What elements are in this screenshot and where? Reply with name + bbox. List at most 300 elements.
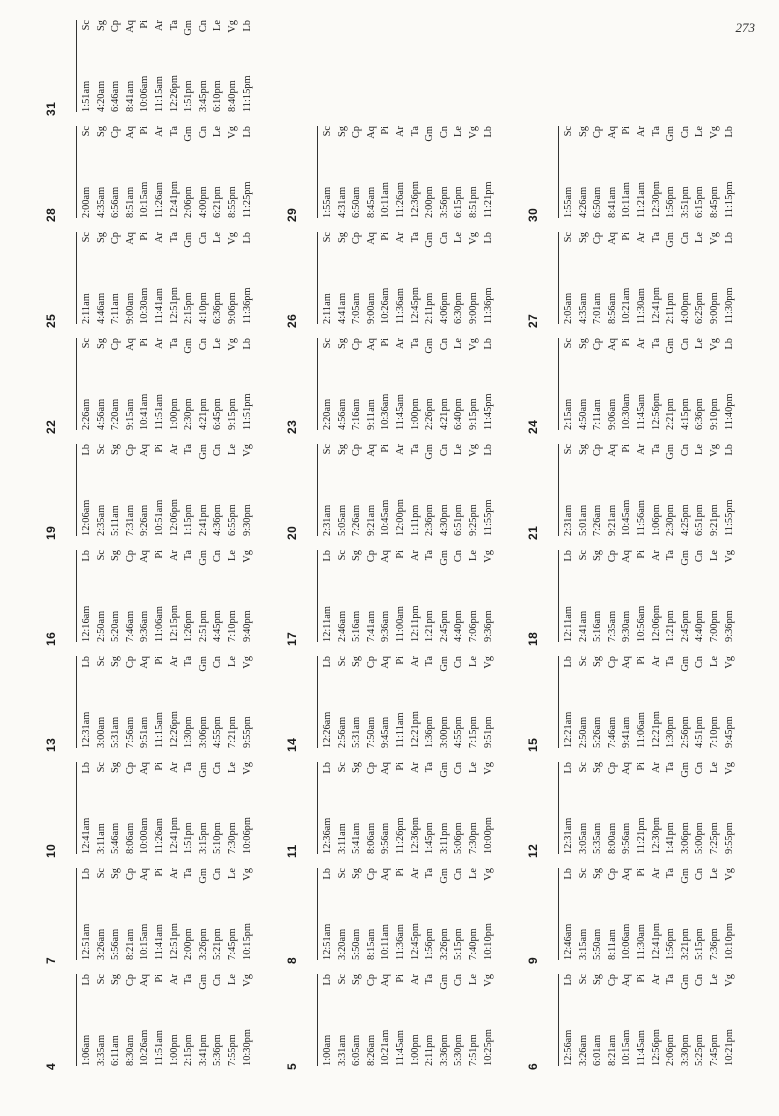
entry-time: 11:30pm xyxy=(723,287,735,324)
entry-time: 10:56am xyxy=(635,605,647,642)
entry-time: 3:26am xyxy=(95,928,107,960)
entry-sign: Cp xyxy=(365,550,377,563)
entry-time: 9:10pm xyxy=(708,398,720,430)
entry-sign: Sc xyxy=(336,974,348,985)
entry-sign: Sc xyxy=(336,550,348,561)
entry-sign: Aq xyxy=(139,550,151,563)
entry-sign: Pi xyxy=(394,974,406,983)
entry-row xyxy=(138,550,153,642)
entry-time: 12:30pm xyxy=(650,817,662,854)
day-number: 5 xyxy=(285,1062,299,1070)
entry-row xyxy=(241,550,256,642)
day-number: 28 xyxy=(44,207,58,222)
entry-row xyxy=(168,656,183,748)
entry-time: 2:15pm xyxy=(183,1034,195,1066)
entry-time: 5:50am xyxy=(592,928,604,960)
entry-time: 7:55pm xyxy=(226,1034,238,1066)
entry-row xyxy=(211,444,226,536)
entry-sign: Sg xyxy=(592,974,604,985)
entry-row xyxy=(679,232,694,324)
day-number: 27 xyxy=(526,313,540,328)
entry-time: 12:11am xyxy=(563,606,574,642)
entry-row xyxy=(708,444,723,536)
day-block xyxy=(40,118,281,224)
entry-sign: Cn xyxy=(453,868,465,881)
entry-time: 9:55pm xyxy=(241,716,253,748)
entry-row xyxy=(708,762,723,854)
entry-sign: Sc xyxy=(322,444,333,455)
entry-sign: Gm xyxy=(438,974,450,990)
entry-sign: Lb xyxy=(81,444,92,456)
entry-row xyxy=(226,126,241,218)
entry-row xyxy=(577,868,592,960)
entry-row xyxy=(423,126,438,218)
entry-time: 5:36pm xyxy=(212,1034,224,1066)
entry-row xyxy=(423,762,438,854)
entry-row xyxy=(606,126,621,218)
entry-time: 2:50am xyxy=(577,716,589,748)
entry-time: 7:45pm xyxy=(708,1034,720,1066)
entry-row xyxy=(635,126,650,218)
day-number: 22 xyxy=(44,419,58,434)
entry-list xyxy=(76,974,255,1066)
entry-list xyxy=(558,868,737,960)
entry-row xyxy=(336,126,351,218)
entry-sign: Vg xyxy=(482,868,494,881)
entry-time: 10:10pm xyxy=(723,923,735,960)
entry-row xyxy=(482,338,497,430)
entry-sign: Le xyxy=(226,974,238,985)
entry-sign: Le xyxy=(226,444,238,455)
entry-sign: Cn xyxy=(679,126,691,139)
entry-sign: Ta xyxy=(409,126,421,137)
entry-time: 2:11pm xyxy=(665,292,677,324)
entry-sign: Le xyxy=(708,974,720,985)
entry-time: 3:35am xyxy=(95,1034,107,1066)
entry-time: 9:21pm xyxy=(708,504,720,536)
entry-list xyxy=(317,974,496,1066)
entry-row xyxy=(620,974,635,1066)
entry-sign: Ar xyxy=(635,444,647,455)
entry-sign: Ta xyxy=(409,444,421,455)
entry-row xyxy=(80,338,95,430)
entry-time: 12:51pm xyxy=(168,287,180,324)
entry-time: 9:36pm xyxy=(723,610,735,642)
entry-list xyxy=(558,762,737,854)
entry-row xyxy=(95,20,110,112)
entry-time: 8:45am xyxy=(365,186,377,218)
entry-row xyxy=(211,868,226,960)
entry-row xyxy=(80,550,95,642)
entry-row xyxy=(482,656,497,748)
entry-sign: Gm xyxy=(183,338,195,354)
entry-sign: Cp xyxy=(124,974,136,987)
entry-time: 4:40pm xyxy=(694,610,706,642)
entry-sign: Ar xyxy=(168,656,180,667)
entry-sign: Sc xyxy=(81,126,92,137)
entry-time: 7:35am xyxy=(606,610,618,642)
entry-row xyxy=(467,550,482,642)
entry-sign: Ta xyxy=(183,868,195,879)
day-number: 31 xyxy=(44,101,58,116)
entry-row xyxy=(664,656,679,748)
entry-sign: Ta xyxy=(650,232,662,243)
entry-sign: Gm xyxy=(183,232,195,248)
entry-list xyxy=(76,20,255,112)
entry-sign: Le xyxy=(212,232,224,243)
entry-sign: Sg xyxy=(95,338,107,349)
entry-time: 5:30pm xyxy=(453,1034,465,1066)
entry-row xyxy=(438,762,453,854)
entry-sign: Lb xyxy=(241,20,253,32)
entry-sign: Sg xyxy=(95,20,107,31)
entry-time: 1:51am xyxy=(81,80,92,112)
entry-row xyxy=(679,868,694,960)
entry-row xyxy=(723,444,738,536)
entry-sign: Cn xyxy=(438,126,450,139)
entry-time: 10:06am xyxy=(621,923,633,960)
entry-sign: Sc xyxy=(81,338,92,349)
entry-row xyxy=(394,762,409,854)
entry-time: 12:51am xyxy=(322,923,333,960)
entry-time: 3:26pm xyxy=(197,928,209,960)
entry-time: 7:45pm xyxy=(226,928,238,960)
entry-sign: Le xyxy=(453,232,465,243)
entry-sign: Lb xyxy=(81,656,92,668)
entry-time: 6:46am xyxy=(110,80,122,112)
entry-time: 1:00am xyxy=(322,1034,333,1066)
entry-sign: Cn xyxy=(453,974,465,987)
entry-sign: Aq xyxy=(365,444,377,457)
entry-sign: Gm xyxy=(679,868,691,884)
entry-time: 2:26am xyxy=(81,398,92,430)
entry-time: 4:21pm xyxy=(197,398,209,430)
entry-list xyxy=(317,232,496,324)
entry-time: 11:00am xyxy=(394,606,406,642)
entry-sign: Vg xyxy=(723,868,735,881)
entry-row xyxy=(153,762,168,854)
entry-sign: Sg xyxy=(351,550,363,561)
entry-row xyxy=(591,126,606,218)
entry-time: 2:15am xyxy=(563,398,574,430)
entry-time: 9:36am xyxy=(139,610,151,642)
entry-time: 9:30pm xyxy=(241,504,253,536)
entry-row xyxy=(350,974,365,1066)
entry-sign: Pi xyxy=(139,126,151,135)
entry-sign: Aq xyxy=(139,656,151,669)
entry-sign: Cp xyxy=(110,20,122,33)
entry-row xyxy=(350,338,365,430)
day-block xyxy=(40,754,281,860)
entry-row xyxy=(452,232,467,324)
entry-sign: Pi xyxy=(621,126,633,135)
entry-row xyxy=(606,974,621,1066)
entry-row xyxy=(635,868,650,960)
entry-time: 3:45pm xyxy=(197,80,209,112)
entry-time: 2:56pm xyxy=(679,716,691,748)
entry-row xyxy=(394,974,409,1066)
entry-time: 10:30pm xyxy=(241,1029,253,1066)
entry-row xyxy=(409,974,424,1066)
entry-row xyxy=(321,126,336,218)
entry-time: 12:21am xyxy=(563,711,574,748)
entry-sign: Ta xyxy=(650,444,662,455)
entry-sign: Vg xyxy=(482,550,494,563)
entry-time: 7:21pm xyxy=(226,716,238,748)
entry-row xyxy=(226,550,241,642)
entry-sign: Le xyxy=(226,550,238,561)
entry-time: 8:21am xyxy=(124,928,136,960)
entry-time: 1:30pm xyxy=(183,716,195,748)
entry-time: 10:36am xyxy=(380,393,392,430)
entry-row xyxy=(197,126,212,218)
entry-row xyxy=(693,868,708,960)
day-block xyxy=(522,754,763,860)
entry-row xyxy=(109,338,124,430)
entry-sign: Ta xyxy=(424,762,436,773)
entry-sign: Pi xyxy=(394,762,406,771)
entry-time: 11:30am xyxy=(635,924,647,960)
entry-sign: Cp xyxy=(606,762,618,775)
entry-sign: Gm xyxy=(665,338,677,354)
entry-sign: Ta xyxy=(183,974,195,985)
entry-sign: Aq xyxy=(621,762,633,775)
entry-sign: Vg xyxy=(708,232,720,245)
entry-row xyxy=(679,762,694,854)
entry-row xyxy=(109,126,124,218)
entry-sign: Gm xyxy=(197,974,209,990)
day-number: 4 xyxy=(44,1062,58,1070)
entry-sign: Ar xyxy=(650,550,662,561)
entry-sign: Sg xyxy=(336,232,348,243)
entry-list xyxy=(317,868,496,960)
entry-sign: Pi xyxy=(153,550,165,559)
entry-sign: Aq xyxy=(606,338,618,351)
day-number: 13 xyxy=(44,737,58,752)
entry-time: 11:21pm xyxy=(635,817,647,854)
entry-row xyxy=(168,338,183,430)
entry-sign: Cp xyxy=(592,126,604,139)
entry-sign: Pi xyxy=(153,974,165,983)
entry-row xyxy=(708,126,723,218)
entry-sign: Sg xyxy=(351,974,363,985)
day-number: 26 xyxy=(285,313,299,328)
entry-time: 4:30pm xyxy=(438,504,450,536)
entry-sign: Le xyxy=(467,868,479,879)
entry-time: 6:40pm xyxy=(453,398,465,430)
entry-row xyxy=(124,550,139,642)
entry-time: 9:21am xyxy=(606,504,618,536)
entry-sign: Sc xyxy=(563,338,574,349)
entry-time: 5:41am xyxy=(351,822,363,854)
entry-sign: Le xyxy=(708,550,720,561)
entry-time: 2:45pm xyxy=(438,610,450,642)
page-number: 273 xyxy=(735,20,755,35)
entry-sign: Aq xyxy=(124,232,136,245)
entry-time: 11:45am xyxy=(394,1030,406,1066)
entry-row xyxy=(562,338,577,430)
entry-sign: Ar xyxy=(153,126,165,137)
entry-list xyxy=(76,444,255,536)
entry-sign: Ar xyxy=(650,868,662,879)
entry-sign: Sg xyxy=(110,550,122,561)
entry-time: 6:30pm xyxy=(453,292,465,324)
entry-time: 5:11am xyxy=(110,505,122,536)
entry-sign: Vg xyxy=(482,656,494,669)
entry-time: 9:00am xyxy=(124,292,136,324)
entry-time: 11:45am xyxy=(394,394,406,430)
entry-row xyxy=(109,444,124,536)
entry-row xyxy=(197,20,212,112)
entry-sign: Lb xyxy=(482,444,494,456)
entry-row xyxy=(708,974,723,1066)
entry-sign: Cp xyxy=(606,974,618,987)
entry-row xyxy=(438,126,453,218)
entry-time: 12:56pm xyxy=(650,393,662,430)
entry-row xyxy=(467,338,482,430)
entry-row xyxy=(635,338,650,430)
entry-sign: Aq xyxy=(139,868,151,881)
entry-row xyxy=(562,444,577,536)
entry-sign: Vg xyxy=(482,762,494,775)
entry-row xyxy=(452,656,467,748)
entry-sign: Gm xyxy=(183,126,195,142)
entry-sign: Sc xyxy=(95,868,107,879)
entry-row xyxy=(606,338,621,430)
entry-time: 11:55pm xyxy=(482,499,494,536)
entry-time: 10:21pm xyxy=(723,1029,735,1066)
entry-time: 9:15am xyxy=(124,398,136,430)
entry-time: 12:45pm xyxy=(409,287,421,324)
entry-time: 8:00am xyxy=(606,822,618,854)
entry-list xyxy=(317,550,496,642)
entry-time: 3:11am xyxy=(336,823,348,854)
entry-row xyxy=(379,126,394,218)
entry-row xyxy=(124,126,139,218)
entry-sign: Lb xyxy=(81,762,92,774)
entry-sign: Pi xyxy=(635,868,647,877)
entry-time: 12:51pm xyxy=(168,923,180,960)
entry-row xyxy=(321,762,336,854)
entry-row xyxy=(482,550,497,642)
entry-row xyxy=(197,338,212,430)
entry-row xyxy=(606,550,621,642)
entry-time: 8:06am xyxy=(124,822,136,854)
entry-row xyxy=(620,868,635,960)
entry-row xyxy=(182,550,197,642)
entry-sign: Sc xyxy=(577,762,589,773)
entry-row xyxy=(482,868,497,960)
entry-sign: Ta xyxy=(650,338,662,349)
entry-time: 10:00am xyxy=(139,817,151,854)
entry-time: 4:00pm xyxy=(197,186,209,218)
entry-row xyxy=(379,338,394,430)
entry-time: 6:15pm xyxy=(694,186,706,218)
entry-time: 11:51pm xyxy=(241,393,253,430)
entry-sign: Pi xyxy=(139,232,151,241)
entry-row xyxy=(409,550,424,642)
entry-sign: Pi xyxy=(153,868,165,877)
entry-row xyxy=(452,868,467,960)
entry-sign: Sg xyxy=(336,444,348,455)
entry-time: 5:31am xyxy=(351,716,363,748)
entry-time: 9:30am xyxy=(621,610,633,642)
entry-time: 7:31am xyxy=(124,504,136,536)
day-number: 19 xyxy=(44,525,58,540)
entry-sign: Cn xyxy=(438,338,450,351)
entry-time: 10:21am xyxy=(380,1029,392,1066)
entry-row xyxy=(679,656,694,748)
entry-sign: Gm xyxy=(438,868,450,884)
entry-sign: Ta xyxy=(168,20,180,31)
entry-sign: Le xyxy=(708,868,720,879)
entry-row xyxy=(95,444,110,536)
entry-sign: Sc xyxy=(95,656,107,667)
entry-sign: Lb xyxy=(81,974,92,986)
entry-sign: Pi xyxy=(635,550,647,559)
entry-row xyxy=(182,20,197,112)
entry-time: 10:51am xyxy=(153,499,165,536)
entry-sign: Cp xyxy=(110,232,122,245)
entry-sign: Vg xyxy=(241,656,253,669)
entry-sign: Sc xyxy=(322,338,333,349)
entry-time: 9:00am xyxy=(365,292,377,324)
entry-row xyxy=(591,974,606,1066)
entry-row xyxy=(365,232,380,324)
entry-time: 2:31am xyxy=(563,504,574,536)
entry-row xyxy=(679,444,694,536)
entry-time: 1:15pm xyxy=(183,504,195,536)
entry-sign: Ta xyxy=(665,656,677,667)
entry-row xyxy=(423,444,438,536)
entry-row xyxy=(197,974,212,1066)
entry-row xyxy=(650,550,665,642)
entry-time: 12:06pm xyxy=(168,499,180,536)
entry-time: 9:21am xyxy=(365,504,377,536)
entry-row xyxy=(693,126,708,218)
entry-row xyxy=(350,550,365,642)
entry-row xyxy=(80,20,95,112)
entry-sign: Sc xyxy=(577,550,589,561)
entry-sign: Gm xyxy=(197,444,209,460)
entry-sign: Aq xyxy=(380,868,392,881)
entry-row xyxy=(562,126,577,218)
entry-sign: Le xyxy=(467,550,479,561)
entry-row xyxy=(321,444,336,536)
day-number: 17 xyxy=(285,631,299,646)
entry-time: 6:56am xyxy=(110,186,122,218)
entry-list xyxy=(558,444,737,536)
entry-sign: Cp xyxy=(124,868,136,881)
entry-time: 2:41am xyxy=(577,610,589,642)
entry-sign: Lb xyxy=(563,656,574,668)
entry-row xyxy=(211,232,226,324)
entry-time: 10:25pm xyxy=(482,1029,494,1066)
day-block xyxy=(281,224,522,330)
entry-time: 11:36am xyxy=(394,288,406,324)
entry-time: 10:06pm xyxy=(241,817,253,854)
entry-sign: Cp xyxy=(124,444,136,457)
entry-time: 12:26am xyxy=(322,711,333,748)
entry-time: 5:25pm xyxy=(694,1034,706,1066)
entry-sign: Gm xyxy=(197,550,209,566)
entry-sign: Le xyxy=(453,338,465,349)
entry-time: 4:45pm xyxy=(212,610,224,642)
entry-sign: Cn xyxy=(212,550,224,563)
entry-time: 11:15am xyxy=(153,712,165,748)
entry-row xyxy=(438,232,453,324)
entry-sign: Cn xyxy=(197,232,209,245)
